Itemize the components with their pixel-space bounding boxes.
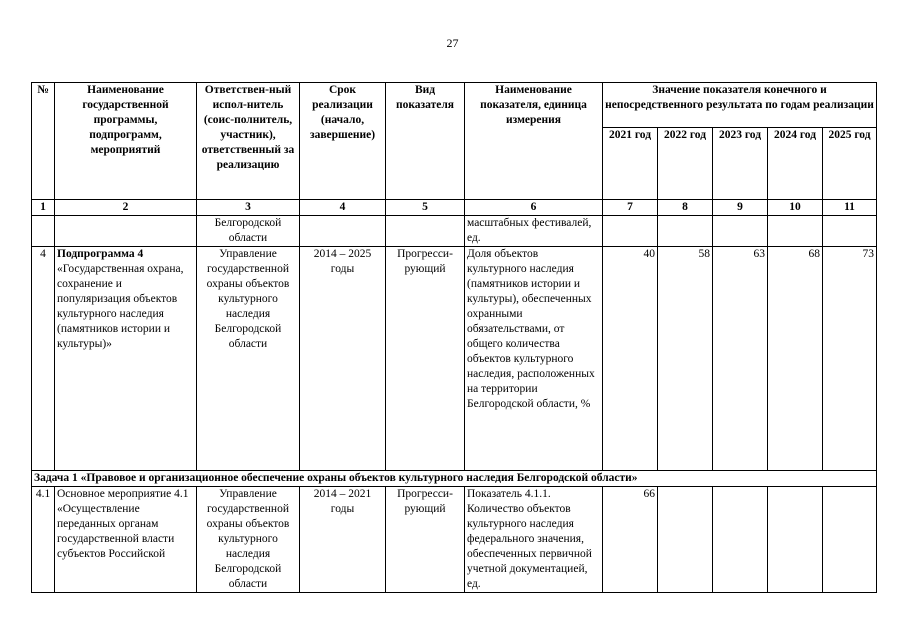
cell-term: 2014 – 2025 годы: [300, 247, 386, 471]
header-executor: Ответствен-ный испол-нитель (соис-полнитель, участник), ответственный за реализацию: [197, 83, 300, 200]
header-year-2023: 2023 год: [713, 128, 768, 200]
continuation-row: [32, 216, 877, 247]
cell-executor: Управление государственной охраны объектов культурного наследия Белгородской области: [197, 487, 300, 593]
cell-name: [55, 247, 197, 471]
cell-value-2024: 68: [768, 247, 823, 471]
header-year-2022: 2022 год: [658, 128, 713, 200]
cell-value-2023: 63: [713, 247, 768, 471]
cell-kind: [386, 216, 465, 247]
cell-value-2025: [823, 487, 877, 593]
column-number: 11: [823, 200, 877, 216]
cell-value-2024: [768, 487, 823, 593]
cell-value-2022: [658, 487, 713, 593]
cell-num: 4: [32, 247, 55, 471]
header-values-group: Значение показателя конечного и непосредственного результата по годам реализации: [603, 83, 877, 128]
cell-value-2024: [768, 216, 823, 247]
cell-term: 2014 – 2021 годы: [300, 487, 386, 593]
header-kind: Вид показателя: [386, 83, 465, 200]
cell-value-2021: 66: [603, 487, 658, 593]
header-term: Срок реализации (начало, завершение): [300, 83, 386, 200]
header-year-2024: 2024 год: [768, 128, 823, 200]
header-row-1: [32, 83, 877, 128]
header-year-2025: 2025 год: [823, 128, 877, 200]
cell-indicator: масштабных фестивалей, ед.: [465, 216, 603, 247]
cell-kind: Прогресси-рующий: [386, 487, 465, 593]
cell-value-2025: [823, 216, 877, 247]
cell-value-2022: [658, 216, 713, 247]
cell-executor: Управление государственной охраны объектов культурного наследия Белгородской области: [197, 247, 300, 471]
header-year-2021: 2021 год: [603, 128, 658, 200]
cell-name: Основное мероприятие 4.1 «Осуществление переданных органам государственной власти субъектов Российской: [55, 487, 197, 593]
cell-term: [300, 216, 386, 247]
cell-num: [32, 216, 55, 247]
column-number: 4: [300, 200, 386, 216]
header-indicator: Наименование показателя, единица измерения: [465, 83, 603, 200]
cell-value-2023: [713, 216, 768, 247]
cell-value-2021: 40: [603, 247, 658, 471]
cell-kind: Прогресси-рующий: [386, 247, 465, 471]
column-number: 8: [658, 200, 713, 216]
column-number: 9: [713, 200, 768, 216]
subprogram-row: [32, 247, 877, 471]
cell-value-2022: 58: [658, 247, 713, 471]
header-num: №: [32, 83, 55, 200]
page-number: 27: [446, 36, 459, 50]
cell-value-2023: [713, 487, 768, 593]
column-number-row: [32, 200, 877, 216]
measure-row: [32, 487, 877, 593]
cell-value-2025: 73: [823, 247, 877, 471]
column-number: 1: [32, 200, 55, 216]
subprogram-title: Подпрограмма 4: [57, 248, 144, 260]
header-program-name: Наименование государственной программы, подпрограмм, мероприятий: [55, 83, 197, 200]
cell-name: [55, 216, 197, 247]
subprogram-description: «Государственная охрана, сохранение и популяризация объектов культурного наследия (памятников истории и культуры)»: [57, 263, 184, 350]
cell-value-2021: [603, 216, 658, 247]
column-number: 10: [768, 200, 823, 216]
indicators-table: [31, 82, 877, 593]
column-number: 3: [197, 200, 300, 216]
column-number: 7: [603, 200, 658, 216]
cell-indicator: Показатель 4.1.1. Количество объектов культурного наследия федерального значения, обеспеченных первичной учетной документацией, ед.: [465, 487, 603, 593]
task-row: [32, 471, 877, 487]
cell-num: 4.1: [32, 487, 55, 593]
cell-indicator: Доля объектов культурного наследия (памятников истории и культуры), обеспеченных охранными обязательствами, от общего количества объектов культурного наследия, расположенных на территории Белгородской области, %: [465, 247, 603, 471]
cell-executor: Белгородской области: [197, 216, 300, 247]
task-title: Задача 1 «Правовое и организационное обеспечение охраны объектов культурного наследия Белгородской области»: [32, 471, 877, 487]
column-number: 5: [386, 200, 465, 216]
column-number: 2: [55, 200, 197, 216]
column-number: 6: [465, 200, 603, 216]
